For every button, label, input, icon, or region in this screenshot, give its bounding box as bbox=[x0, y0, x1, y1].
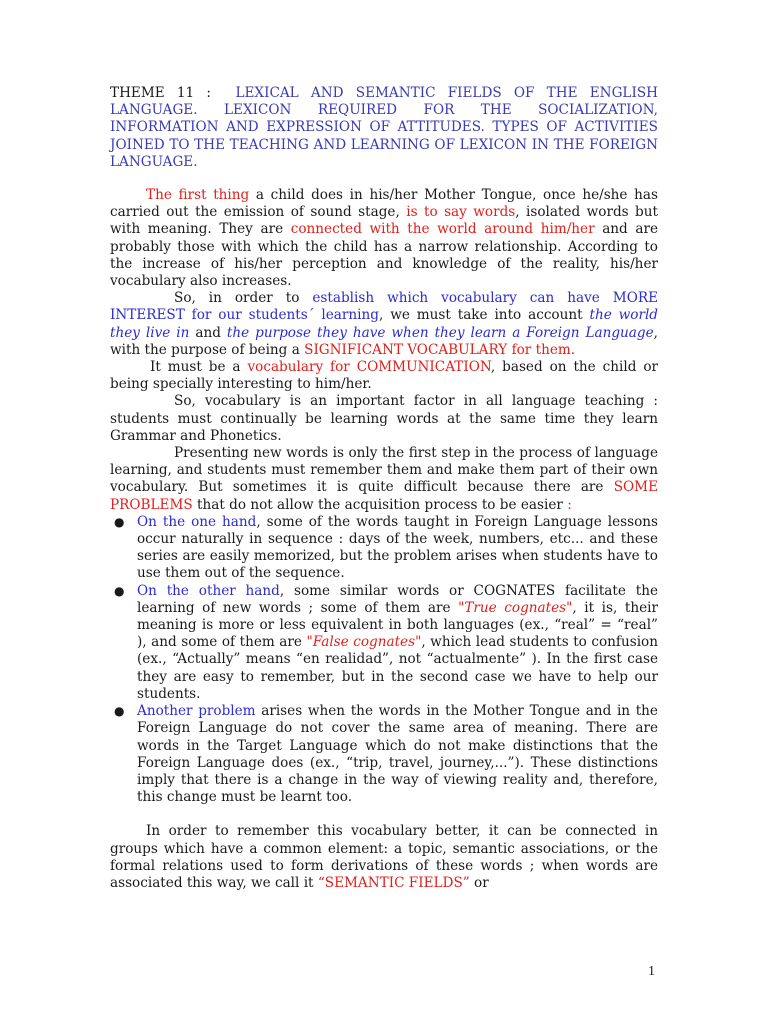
text-run: , it is, their meaning is more or less equivalent in both languages (ex., “real” = “real” ), and some of them are bbox=[137, 599, 658, 651]
text-run: On the other hand bbox=[137, 582, 280, 599]
text-run: Presenting new words is only the first step in the process of language learning, and students must remember them and make them part of their own vocabulary. But sometimes it is quite difficult because there are bbox=[110, 445, 658, 496]
text-run: Another problem bbox=[137, 703, 256, 720]
text-run: , some of the words taught in Foreign Language lessons occur naturally in sequence : days of the week, numbers, etc... and these series are easily memorized, but the problem arises when students have to use them out of the sequence. bbox=[137, 513, 658, 582]
paragraph-vocabulary-factor bbox=[110, 393, 658, 445]
problems-list bbox=[110, 514, 658, 806]
text-run: arises when the words in the Mother Tongue and in the Foreign Language do not cover the same area of meaning. There are words in the Target Language which do not make distinctions that the Foreign Language does (ex., “trip, travel, journey,...”). These distinctions imply that there is a change in the way of viewing reality and, therefore, this change must be learnt too. bbox=[137, 703, 658, 806]
paragraph-semantic-fields bbox=[110, 823, 658, 892]
list-item-text bbox=[137, 514, 658, 582]
text-run: : bbox=[567, 496, 572, 513]
theme-title: LEXICAL AND SEMANTIC FIELDS OF THE ENGLISH LANGUAGE. LEXICON REQUIRED FOR THE SOCIALIZATION, INFORMATION AND EXPRESSION OF ATTITUDES. TYPES OF ACTIVITIES JOINED TO THE TEACHING AND LEARNING OF LEXICON IN THE FOREIGN LANGUAGE. bbox=[110, 85, 658, 170]
text-run: , some similar words or COGNATES facilitate the learning of new words ; some of them are bbox=[137, 582, 658, 616]
text-run: or bbox=[469, 874, 489, 891]
list-item-other-hand bbox=[110, 583, 658, 703]
paragraph-interest bbox=[110, 290, 658, 359]
text-run: establish which vocabulary can have MORE INTEREST for our students´ learning bbox=[110, 290, 659, 324]
text-run: is to say words bbox=[406, 204, 516, 221]
paragraph-problems bbox=[110, 445, 658, 514]
text-run: that do not allow the acquisition process to be easier bbox=[192, 496, 568, 513]
text-run: , based on the child or being specially interesting to him/her. bbox=[110, 359, 658, 393]
document-body bbox=[110, 187, 658, 892]
page-number: 1 bbox=[648, 964, 655, 979]
list-item-another-problem bbox=[110, 703, 658, 806]
text-run: vocabulary for COMMUNICATION bbox=[247, 359, 491, 376]
text-run: "True cognates" bbox=[458, 599, 573, 616]
text-run: So, vocabulary is an important factor in all language teaching : students must continually be learning words at the same time they learn Grammar and Phonetics. bbox=[110, 393, 658, 444]
text-run: the purpose they have when they learn a Foreign Language bbox=[226, 324, 654, 341]
text-run: “SEMANTIC FIELDS” bbox=[317, 874, 470, 891]
paragraph-communication bbox=[110, 359, 658, 393]
list-item-text bbox=[137, 583, 658, 702]
text-run: , which lead students to confusion (ex., “Actually” means “en realidad”, not “actualmente” ). In the first case they are easy to remember, but in the second case we have to help our students. bbox=[137, 634, 658, 702]
text-run: a child does in his/her Mother Tongue, once he/she has carried out the emission of sound stage, bbox=[110, 187, 658, 221]
list-item-text bbox=[137, 703, 658, 805]
text-run: the world they live in bbox=[110, 307, 659, 341]
text-run: , we must take into account bbox=[378, 307, 590, 324]
text-run: The first thing bbox=[146, 187, 250, 203]
text-run: connected with the world around him/her bbox=[290, 221, 595, 238]
text-run: So, in order to bbox=[174, 290, 313, 307]
paragraph-first-thing bbox=[110, 187, 658, 290]
text-run: SOME PROBLEMS bbox=[110, 479, 658, 513]
text-run: , with the purpose of being a bbox=[110, 324, 658, 358]
bullet-icon: ● bbox=[114, 583, 125, 598]
text-run: and are probably those with which the child has a narrow relationship. According to the increase of his/her perception and knowledge of the reality, his/her vocabulary also increases. bbox=[110, 221, 658, 290]
text-run: "False cognates" bbox=[306, 634, 422, 651]
bullet-icon: ● bbox=[114, 514, 125, 529]
text-run: , isolated words but with meaning. They are bbox=[110, 204, 658, 238]
text-run: SIGNIFICANT VOCABULARY for them. bbox=[304, 341, 576, 358]
theme-label: THEME 11 : bbox=[110, 85, 212, 101]
text-run: In order to remember this vocabulary better, it can be connected in groups which have a common element: a topic, semantic associations, or the formal relations used to form derivations of these words ; when words are associated this way, we call it bbox=[110, 823, 658, 891]
theme-heading bbox=[110, 85, 658, 171]
list-item-one-hand bbox=[110, 514, 658, 583]
paragraph-spacer bbox=[110, 806, 658, 823]
text-run: and bbox=[189, 324, 227, 341]
text-run: It must be a bbox=[150, 359, 248, 376]
bullet-icon: ● bbox=[114, 704, 125, 719]
text-run: On the one hand bbox=[137, 513, 257, 530]
